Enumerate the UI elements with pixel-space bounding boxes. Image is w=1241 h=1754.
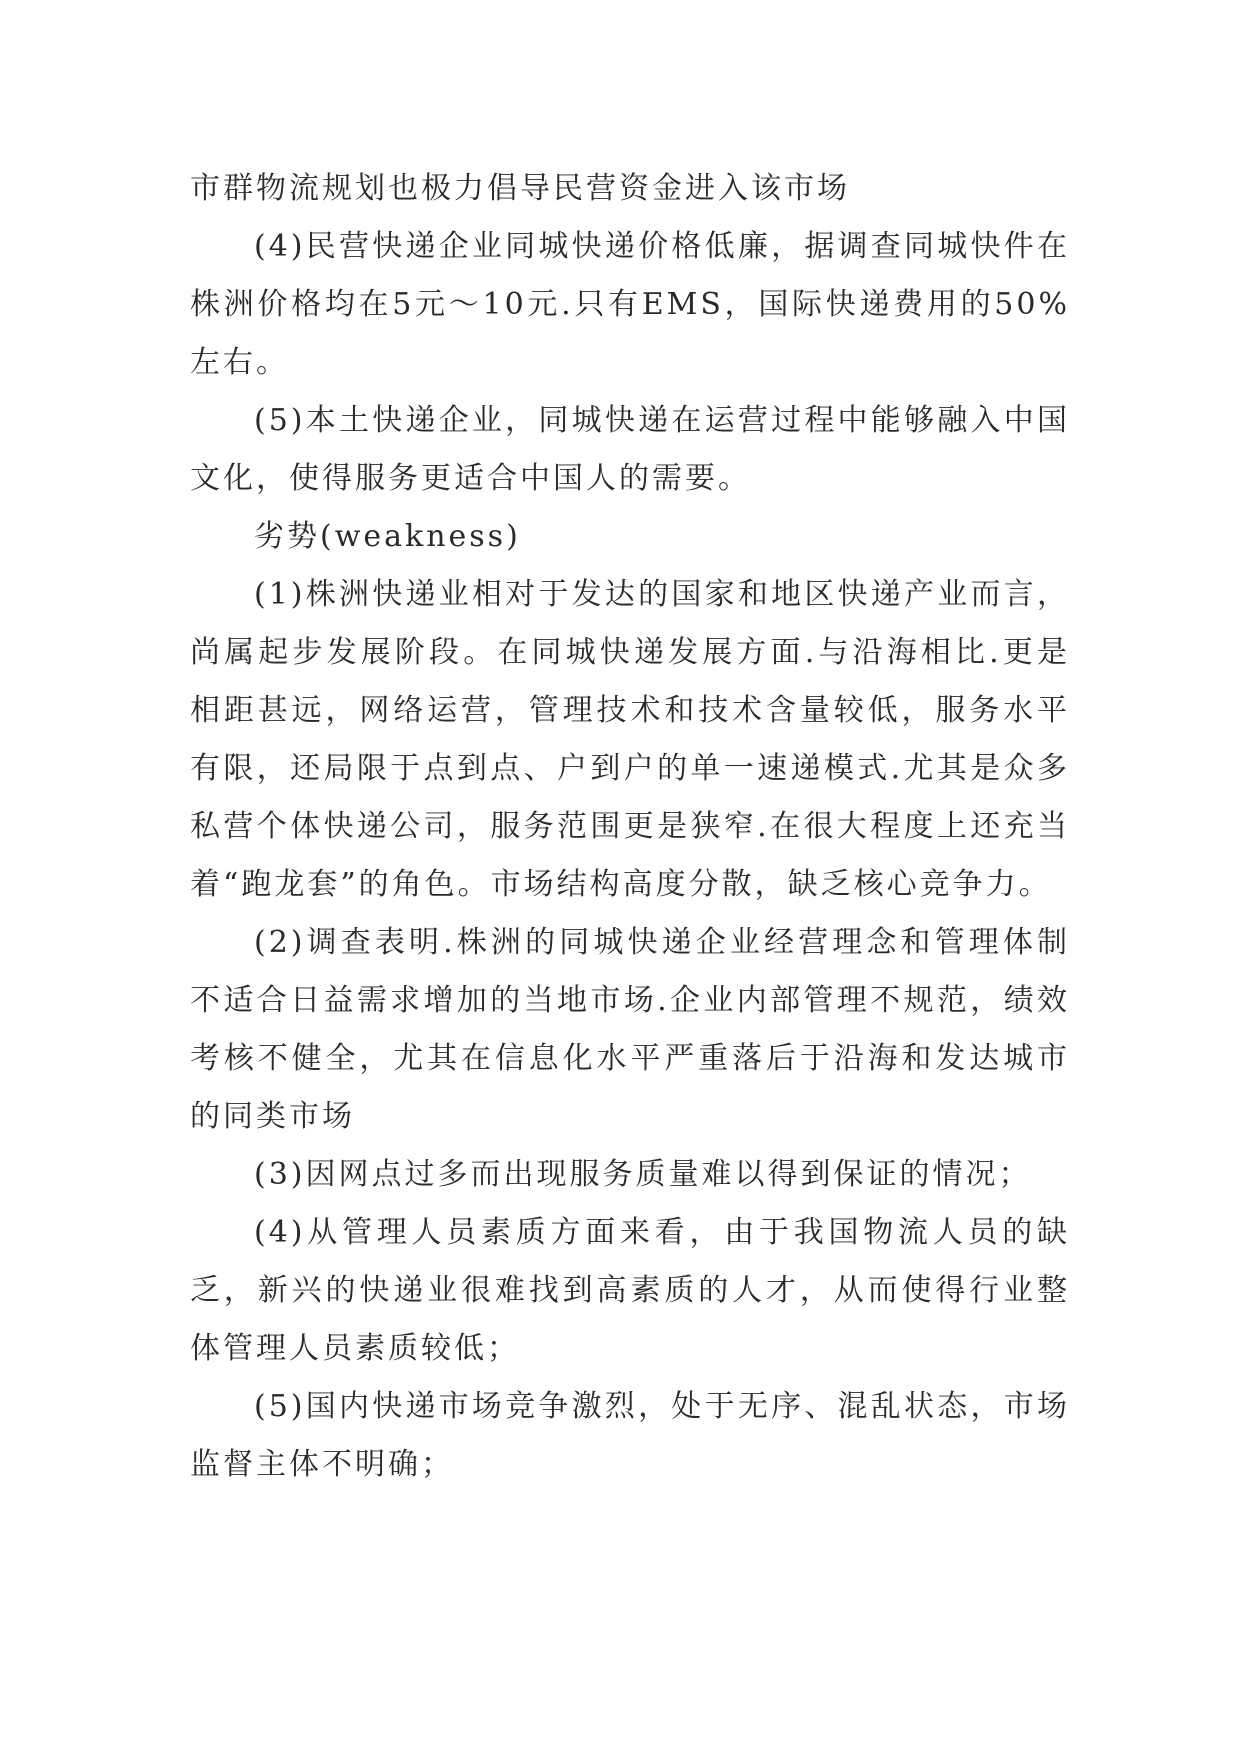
paragraph-strength-5: (5)本土快递企业，同城快递在运营过程中能够融入中国文化，使得服务更适合中国人的需要。 (190, 403, 1070, 496)
paragraph-continuation: 市群物流规划也极力倡导民营资金进入该市场 (190, 171, 850, 206)
paragraph-weakness-1: (1)株洲快递业相对于发达的国家和地区快递产业而言，尚属起步发展阶段。在同城快递发展方面.与沿海相比.更是相距甚远，网络运营，管理技术和技术含量较低，服务水平有限，还局限于点到点、户到户的单一速递模式.尤其是众多私营个体快递公司，服务范围更是狭窄.在很大程度上还充当着“跑龙套”的角色。市场结构高度分散，缺乏核心竞争力。 (190, 577, 1070, 902)
paragraph-weakness-5: (5)国内快递市场竞争激烈，处于无序、混乱状态，市场监督主体不明确； (190, 1389, 1070, 1482)
section-heading-weakness: 劣势(weakness) (254, 519, 521, 554)
document-body (190, 160, 1070, 1494)
paragraph-weakness-2: (2)调查表明.株洲的同城快递企业经营理念和管理体制不适合日益需求增加的当地市场.企业内部管理不规范，绩效考核不健全，尤其在信息化水平严重落后于沿海和发达城市的同类市场 (190, 925, 1070, 1134)
paragraph-strength-4: (4)民营快递企业同城快递价格低廉，据调查同城快件在株洲价格均在5元～10元.只有EMS，国际快递费用的50%左右。 (190, 229, 1070, 380)
paragraph-weakness-3: (3)因网点过多而出现服务质量难以得到保证的情况； (254, 1157, 1032, 1192)
paragraph-weakness-4: (4)从管理人员素质方面来看，由于我国物流人员的缺乏，新兴的快递业很难找到高素质的人才，从而使得行业整体管理人员素质较低； (190, 1215, 1070, 1366)
